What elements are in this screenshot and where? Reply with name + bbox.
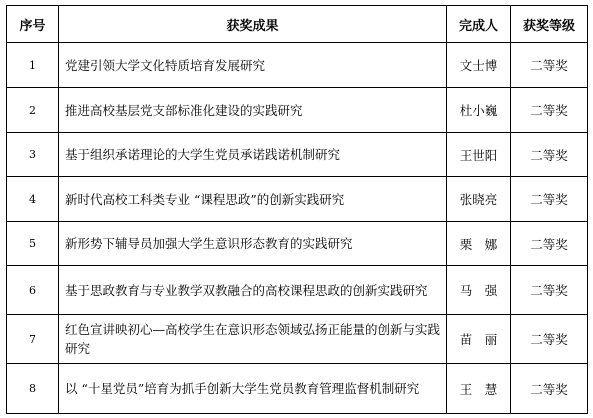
header-award-level: 获奖等级 [511,6,588,43]
award-level: 二等奖 [511,222,588,266]
table-row [7,43,588,88]
achievement-title: 党建引领大学文化特质培育发展研究 [59,43,447,88]
person-name: 王 慧 [447,364,511,414]
achievement-title: 新时代高校工科类专业 “课程思政”的创新实践研究 [59,177,447,222]
award-level: 二等奖 [511,177,588,222]
table-row [7,133,588,177]
person-name: 张晓亮 [447,177,511,222]
person-name: 苗 丽 [447,315,511,364]
achievement-title: 推进高校基层党支部标准化建设的实践研究 [59,88,447,133]
header-person: 完成人 [447,6,511,43]
row-number: 3 [7,133,59,177]
person-name: 马 强 [447,266,511,315]
row-number: 4 [7,177,59,222]
header-achievement: 获奖成果 [59,6,447,43]
row-number: 8 [7,364,59,414]
table-row [7,88,588,133]
award-level: 二等奖 [511,364,588,414]
award-level: 二等奖 [511,133,588,177]
row-number: 1 [7,43,59,88]
header-row [7,6,588,43]
achievement-title: 以 “十星党员”培育为抓手创新大学生党员教育管理监督机制研究 [59,364,447,414]
achievement-title: 基于组织承诺理论的大学生党员承诺践诺机制研究 [59,133,447,177]
achievement-title: 红色宣讲映初心—高校学生在意识形态领域弘扬正能量的创新与实践研究 [59,315,447,364]
table-row [7,222,588,266]
award-level: 二等奖 [511,88,588,133]
row-number: 7 [7,315,59,364]
row-number: 6 [7,266,59,315]
person-name: 杜小巍 [447,88,511,133]
achievement-title: 新形势下辅导员加强大学生意识形态教育的实践研究 [59,222,447,266]
person-name: 栗 娜 [447,222,511,266]
row-number: 2 [7,88,59,133]
award-table [6,5,588,414]
table-row [7,177,588,222]
award-level: 二等奖 [511,315,588,364]
achievement-title: 基于思政教育与专业教学双教融合的高校课程思政的创新实践研究 [59,266,447,315]
table-row [7,364,588,414]
table-row [7,266,588,315]
person-name: 文士博 [447,43,511,88]
award-level: 二等奖 [511,43,588,88]
award-level: 二等奖 [511,266,588,315]
row-number: 5 [7,222,59,266]
table-row [7,315,588,364]
person-name: 王世阳 [447,133,511,177]
header-serial-number: 序号 [7,6,59,43]
